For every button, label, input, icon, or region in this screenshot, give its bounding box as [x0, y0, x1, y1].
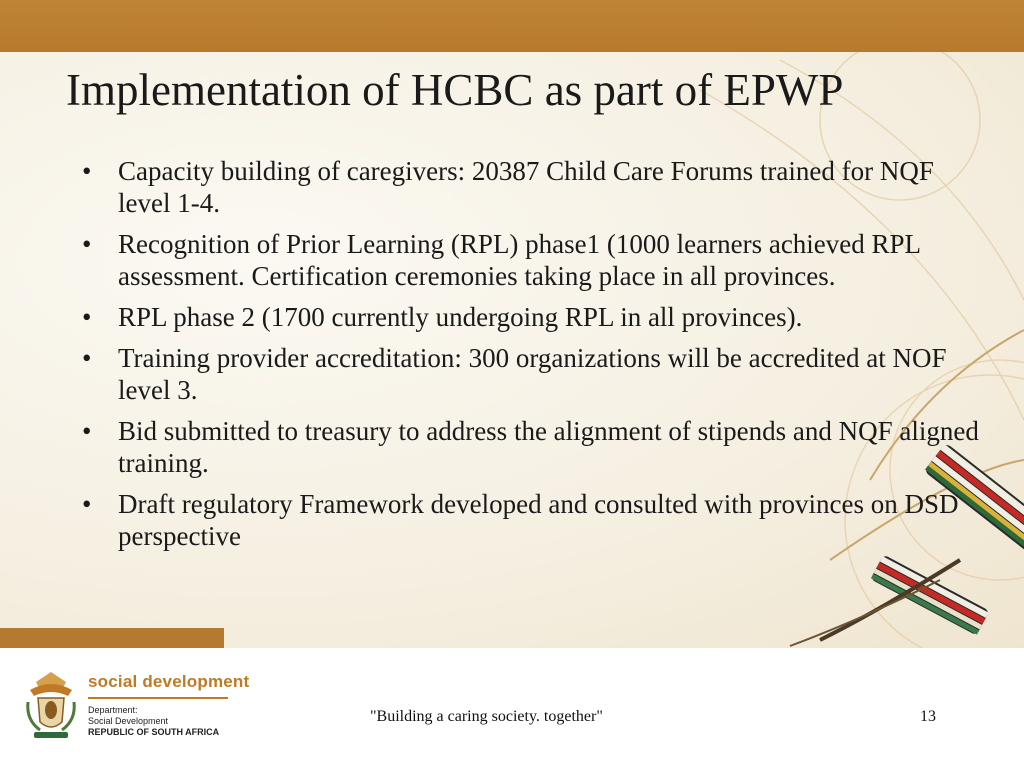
bullet-dot: •: [82, 302, 92, 332]
coat-of-arms-icon: [22, 668, 80, 748]
top-accent-bar: [0, 0, 1024, 52]
bullet-dot: •: [82, 343, 92, 373]
bullet-text: Training provider accreditation: 300 organizations will be accredited at NOF level 3.: [118, 343, 947, 405]
bullet-text: Draft regulatory Framework developed and consulted with provinces on DSD perspective: [118, 489, 959, 551]
bullet-dot: •: [82, 229, 92, 259]
footer-tagline: "Building a caring society. together": [370, 708, 603, 725]
slide-title: Implementation of HCBC as part of EPWP: [66, 65, 844, 115]
bullet-item: [80, 301, 980, 333]
bullet-dot: •: [82, 489, 92, 519]
bullet-item: [80, 342, 980, 406]
bullet-text: Capacity building of caregivers: 20387 Child Care Forums trained for NQF level 1-4.: [118, 156, 934, 218]
logo-text: social development: [88, 672, 250, 691]
bullet-text: RPL phase 2 (1700 currently undergoing RPL in all provinces).: [118, 302, 803, 332]
footer-accent-bar: [0, 628, 224, 648]
bullet-item: [80, 228, 980, 292]
bullet-dot: •: [82, 416, 92, 446]
dept-line-1: Department:: [88, 705, 138, 715]
bullet-text: Bid submitted to treasury to address the alignment of stipends and NQF aligned training.: [118, 416, 979, 478]
logo-divider: [88, 697, 228, 699]
dept-line-2: Social Development: [88, 716, 169, 726]
bullet-list: [80, 155, 980, 561]
department-block: [88, 705, 219, 738]
bullet-item: [80, 488, 980, 552]
bullet-dot: •: [82, 156, 92, 186]
bullet-item: [80, 415, 980, 479]
bullet-item: [80, 155, 980, 219]
page-number: 13: [920, 708, 936, 725]
bullet-text: Recognition of Prior Learning (RPL) phase1 (1000 learners achieved RPL assessment. Certification ceremonies taking place in all provinces.: [118, 229, 921, 291]
dept-line-3: REPUBLIC OF SOUTH AFRICA: [88, 727, 220, 737]
